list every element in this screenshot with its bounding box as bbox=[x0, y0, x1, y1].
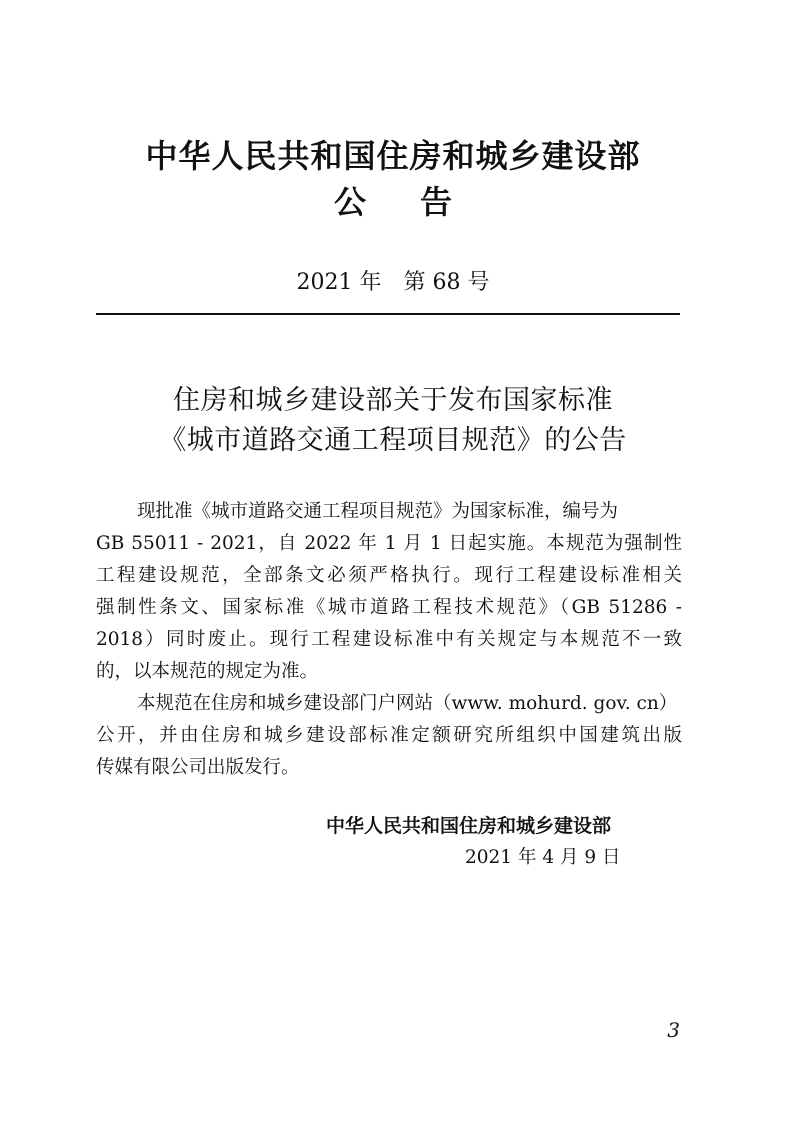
document-type-heading bbox=[0, 180, 786, 224]
signature-date: 2021 年 4 月 9 日 bbox=[465, 847, 621, 868]
paragraph-2-line-1: 本规范在住房和城乡建设部门户网站（www. mohurd. gov. cn） bbox=[137, 693, 678, 714]
document-number: 2021 年 第 68 号 bbox=[296, 270, 490, 295]
paragraph-1-line-1: 现批准《城市道路交通工程项目规范》为国家标准，编号为 bbox=[137, 501, 619, 522]
issuing-ministry-heading: 中华人民共和国住房和城乡建设部 bbox=[145, 137, 641, 175]
announcement-title-line-1: 住房和城乡建设部关于发布国家标准 bbox=[173, 385, 613, 416]
header-divider bbox=[96, 313, 680, 315]
paragraph-1-line-4: 强制性条文、国家标准《城市道路工程技术规范》（GB 51286 - bbox=[96, 597, 682, 618]
paragraph-1-line-5: 2018）同时废止。现行工程建设标准中有关规定与本规范不一致 bbox=[96, 629, 682, 650]
paragraph-2-line-3: 传媒有限公司出版发行。 bbox=[96, 757, 300, 778]
doc-type-char-1: 公 bbox=[333, 183, 366, 221]
paragraph-1-line-2: GB 55011 - 2021，自 2022 年 1 月 1 日起实施。本规范为强制性 bbox=[96, 533, 682, 554]
signature-organization: 中华人民共和国住房和城乡建设部 bbox=[326, 815, 612, 837]
doc-type-char-2: 告 bbox=[420, 183, 453, 221]
page-number: 3 bbox=[667, 1018, 680, 1042]
paragraph-1-line-6: 的，以本规范的规定为准。 bbox=[96, 661, 319, 682]
paragraph-2-line-2: 公开，并由住房和城乡建设部标准定额研究所组织中国建筑出版 bbox=[96, 725, 682, 746]
announcement-title-line-2: 《城市道路交通工程项目规范》的公告 bbox=[159, 425, 627, 456]
paragraph-1-line-3: 工程建设规范，全部条文必须严格执行。现行工程建设标准相关 bbox=[96, 565, 682, 586]
